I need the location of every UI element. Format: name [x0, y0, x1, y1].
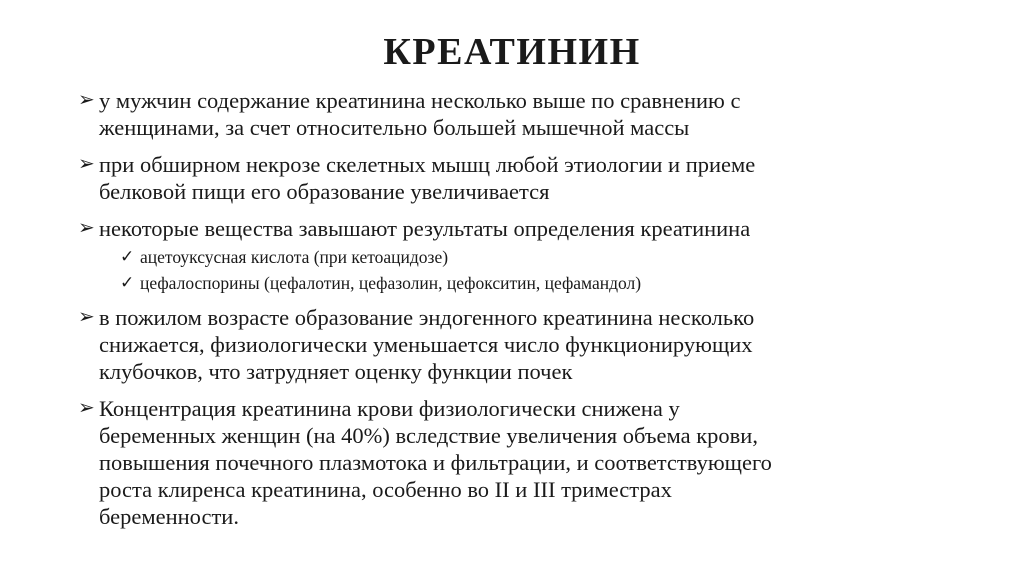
bullet-line: снижается, физиологически уменьшается число функционирующих — [99, 332, 753, 357]
arrow-bullet-icon: ➢ — [78, 217, 95, 239]
checkmark-icon: ✓ — [120, 273, 135, 292]
sub-item — [78, 244, 978, 270]
bullet-line: некоторые вещества завышают результаты определения креатинина — [99, 216, 751, 241]
bullet-line: беременности. — [99, 504, 239, 529]
sub-item — [78, 270, 978, 296]
bullet-line: при обширном некрозе скелетных мышц любой этиологии и приеме — [99, 152, 756, 177]
bullet-line: роста клиренса креатинина, особенно во II и III триместрах — [99, 477, 672, 502]
bullet-item — [78, 215, 978, 242]
checkmark-icon: ✓ — [120, 247, 135, 266]
bullet-line: беременных женщин (на 40%) вследствие увеличения объема крови, — [99, 423, 758, 448]
arrow-bullet-icon: ➢ — [78, 89, 95, 111]
sub-item-text: цефалоспорины (цефалотин, цефазолин, цефокситин, цефамандол) — [140, 273, 642, 293]
bullet-line: белковой пищи его образование увеличивается — [99, 179, 550, 204]
bullet-line: женщинами, за счет относительно большей мышечной массы — [99, 115, 690, 140]
bullet-line: в пожилом возрасте образование эндогенного креатинина несколько — [99, 305, 755, 330]
bullet-item — [78, 395, 978, 530]
arrow-bullet-icon: ➢ — [78, 306, 95, 328]
sub-item-text: ацетоуксусная кислота (при кетоацидозе) — [140, 247, 449, 267]
bullet-line: клубочков, что затрудняет оценку функции почек — [99, 359, 573, 384]
bullet-line: у мужчин содержание креатинина несколько выше по сравнению с — [99, 88, 741, 113]
arrow-bullet-icon: ➢ — [78, 153, 95, 175]
bullet-item — [78, 304, 978, 385]
bullet-item — [78, 87, 978, 141]
bullet-list — [78, 87, 978, 540]
bullet-line: Концентрация креатинина крови физиологически снижена у — [99, 396, 680, 421]
bullet-line: повышения почечного плазмотока и фильтрации, и соответствующего — [99, 450, 772, 475]
slide-title: КРЕАТИНИН — [383, 31, 641, 73]
bullet-item — [78, 151, 978, 205]
arrow-bullet-icon: ➢ — [78, 397, 95, 419]
sub-list — [78, 244, 978, 296]
